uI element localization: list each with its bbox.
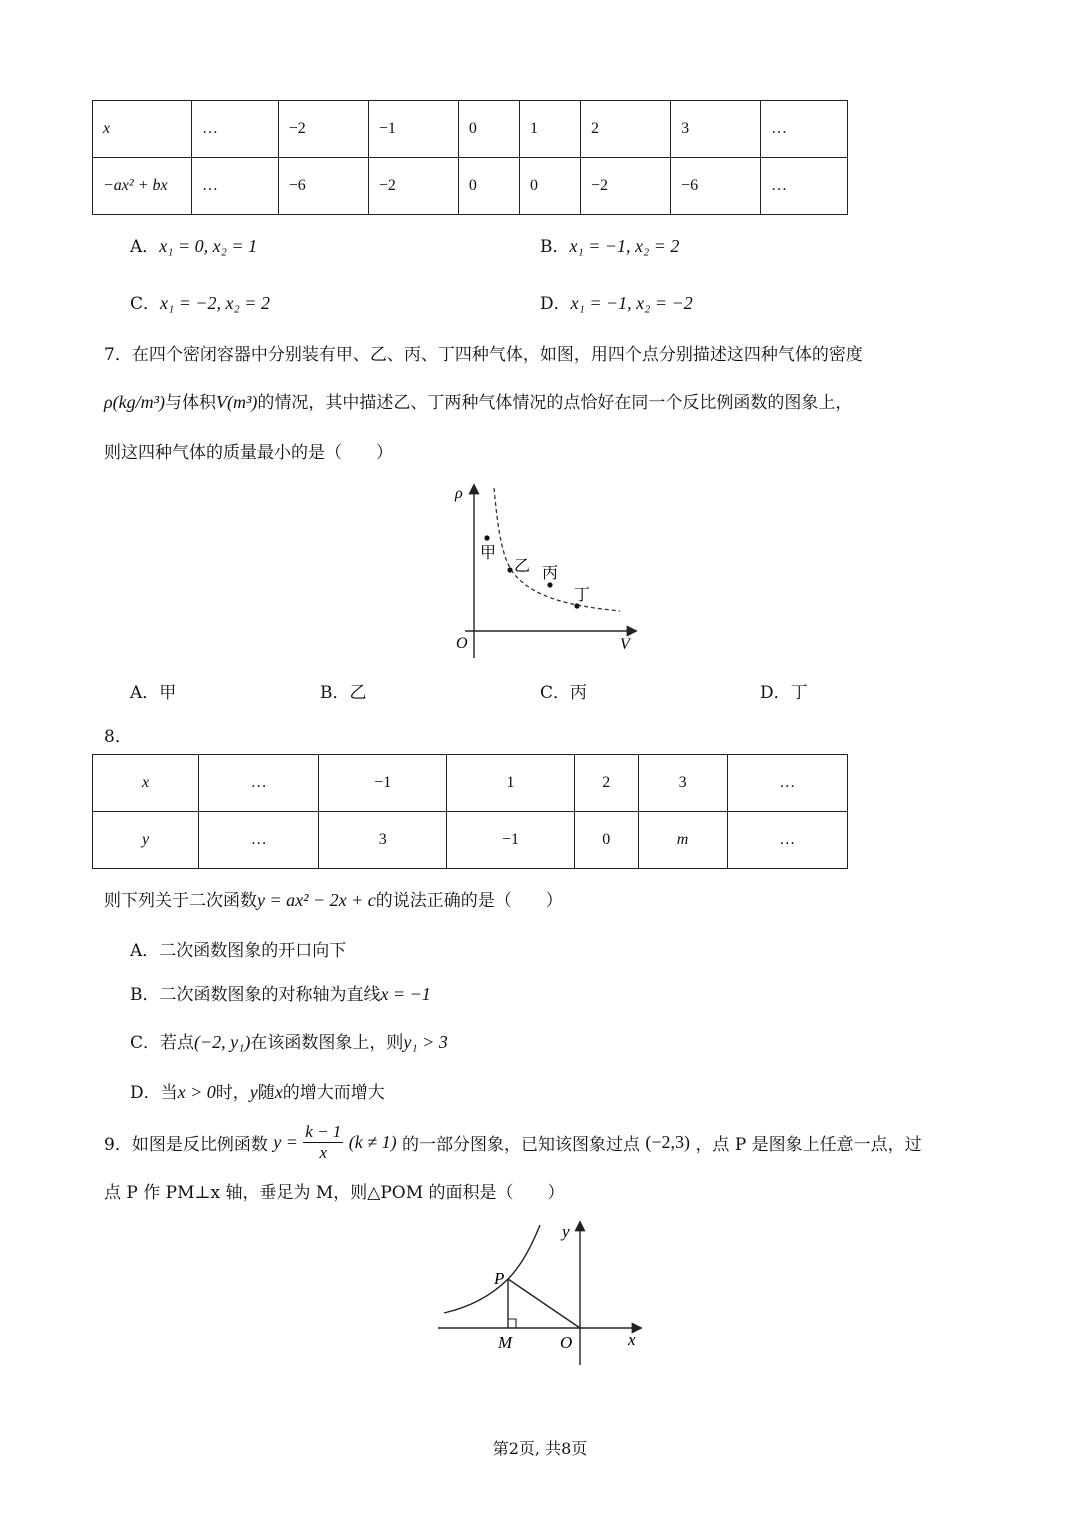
q7-hyperbola-curve (494, 488, 620, 611)
q9-label-p: P (494, 1269, 505, 1288)
q8-number: 8． (104, 727, 132, 747)
q8-option-b[interactable]: B．二次函数图象的对称轴为直线x = −1 (130, 984, 431, 1005)
q9-po-segment (508, 1279, 580, 1328)
q8-stem: 则下列关于二次函数y = ax² − 2x + c的说法正确的是（ ） (104, 890, 563, 911)
table1-cell: 0 (458, 158, 519, 215)
table2-cell: 3 (319, 812, 447, 869)
q7-point-bing (547, 582, 552, 587)
q7-point-yi (507, 567, 512, 572)
q9-label-x: x (628, 1330, 636, 1349)
q7-y-axis-label: ρ (455, 485, 463, 502)
table1-cell: 0 (458, 101, 519, 158)
table1-cell: −6 (671, 158, 761, 215)
q7-label-bing: 丙 (542, 565, 559, 582)
q7-line3: 则这四种气体的质量最小的是（ ） (104, 443, 393, 463)
table1-cell: … (192, 101, 279, 158)
q7-density-volume-figure (440, 480, 640, 660)
q7-label-jia: 甲 (480, 545, 497, 562)
q7-origin-label: O (456, 635, 468, 652)
table2-cell: −1 (447, 812, 575, 869)
table2-cell: 1 (447, 755, 575, 812)
q9-label-m: M (498, 1333, 513, 1352)
q7-option-b[interactable]: B．乙 (320, 683, 367, 703)
table1-cell: 0 (519, 158, 580, 215)
q9-label-y: y (562, 1222, 570, 1241)
q9-fraction: $\frac{k - 1}{x}$ (305, 1122, 342, 1162)
q8-option-a[interactable]: A．二次函数图象的开口向下 (130, 941, 347, 961)
q9-line1: 9．如图是反比例函数 y = $\frac{k - 1}{x}$ (k ≠ 1) 的一部分图象，已知该图象过点 (−2,3) ，点 P 是图象上任意一点，过 (104, 1122, 922, 1162)
table2-cell: 3 (638, 755, 727, 812)
table2-cell: 0 (574, 812, 638, 869)
table2-cell: … (199, 812, 319, 869)
table1-cell: 1 (519, 101, 580, 158)
q8-option-c[interactable]: C．若点(−2, y₁)在该函数图象上，则y₁ > 3 (130, 1032, 448, 1053)
q9-right-angle-mark (508, 1319, 516, 1328)
table1-cell: 2 (581, 101, 671, 158)
value-table-q8 (92, 754, 848, 869)
table2-cell: … (727, 812, 847, 869)
q9-curve (444, 1225, 540, 1313)
table1-cell: … (761, 101, 848, 158)
table1-row2-label: −ax² + bx (93, 158, 192, 215)
table1-cell: −6 (278, 158, 368, 215)
q7-option-c[interactable]: C．丙 (540, 683, 588, 703)
table2-cell: … (199, 755, 319, 812)
table1-cell: −2 (368, 158, 458, 215)
q9-label-o: O (560, 1333, 573, 1352)
value-table-q6 (92, 100, 848, 215)
table2-cell: … (727, 755, 847, 812)
table1-cell: … (761, 158, 848, 215)
q7-point-ding (574, 603, 579, 608)
table1-row1-label: x (93, 101, 192, 158)
q7-point-jia (484, 535, 489, 540)
q7-x-axis-label: V (620, 636, 630, 653)
q7-label-ding: 丁 (574, 587, 591, 604)
q7-option-a[interactable]: A．甲 (130, 683, 177, 703)
table2-cell: m (638, 812, 727, 869)
table2-row2-label: y (93, 812, 199, 869)
q7-label-yi: 乙 (514, 558, 531, 575)
q6-option-a[interactable]: A．x₁ = 0, x₂ = 1 (130, 236, 258, 257)
q7-line2: ρ(kg/m³)与体积V(m³)的情况，其中描述乙、丁两种气体情况的点恰好在同一个反比例函数的图象上， (104, 392, 853, 413)
table1-cell: −2 (278, 101, 368, 158)
q6-option-d[interactable]: D．x₁ = −1, x₂ = −2 (540, 293, 693, 314)
q8-option-d[interactable]: D．当x > 0时，y随x的增大而增大 (130, 1082, 385, 1103)
q9-line2: 点 P 作 PM⊥x 轴，垂足为 M，则△POM 的面积是（ ） (104, 1183, 565, 1203)
table1-cell: −1 (368, 101, 458, 158)
table1-cell: … (192, 158, 279, 215)
q9-inverse-function-figure (430, 1215, 650, 1375)
q7-line1: 7．在四个密闭容器中分别装有甲、乙、丙、丁四种气体，如图，用四个点分别描述这四种气体的密度 (104, 345, 863, 365)
q6-option-c[interactable]: C．x₁ = −2, x₂ = 2 (130, 293, 270, 314)
table2-cell: −1 (319, 755, 447, 812)
table2-row1-label: x (93, 755, 199, 812)
q6-option-b[interactable]: B．x₁ = −1, x₂ = 2 (540, 236, 680, 257)
page-footer: 第2页, 共8页 (492, 1439, 588, 1458)
table1-cell: −2 (581, 158, 671, 215)
q7-option-d[interactable]: D．丁 (760, 683, 808, 703)
table2-cell: 2 (574, 755, 638, 812)
table1-cell: 3 (671, 101, 761, 158)
